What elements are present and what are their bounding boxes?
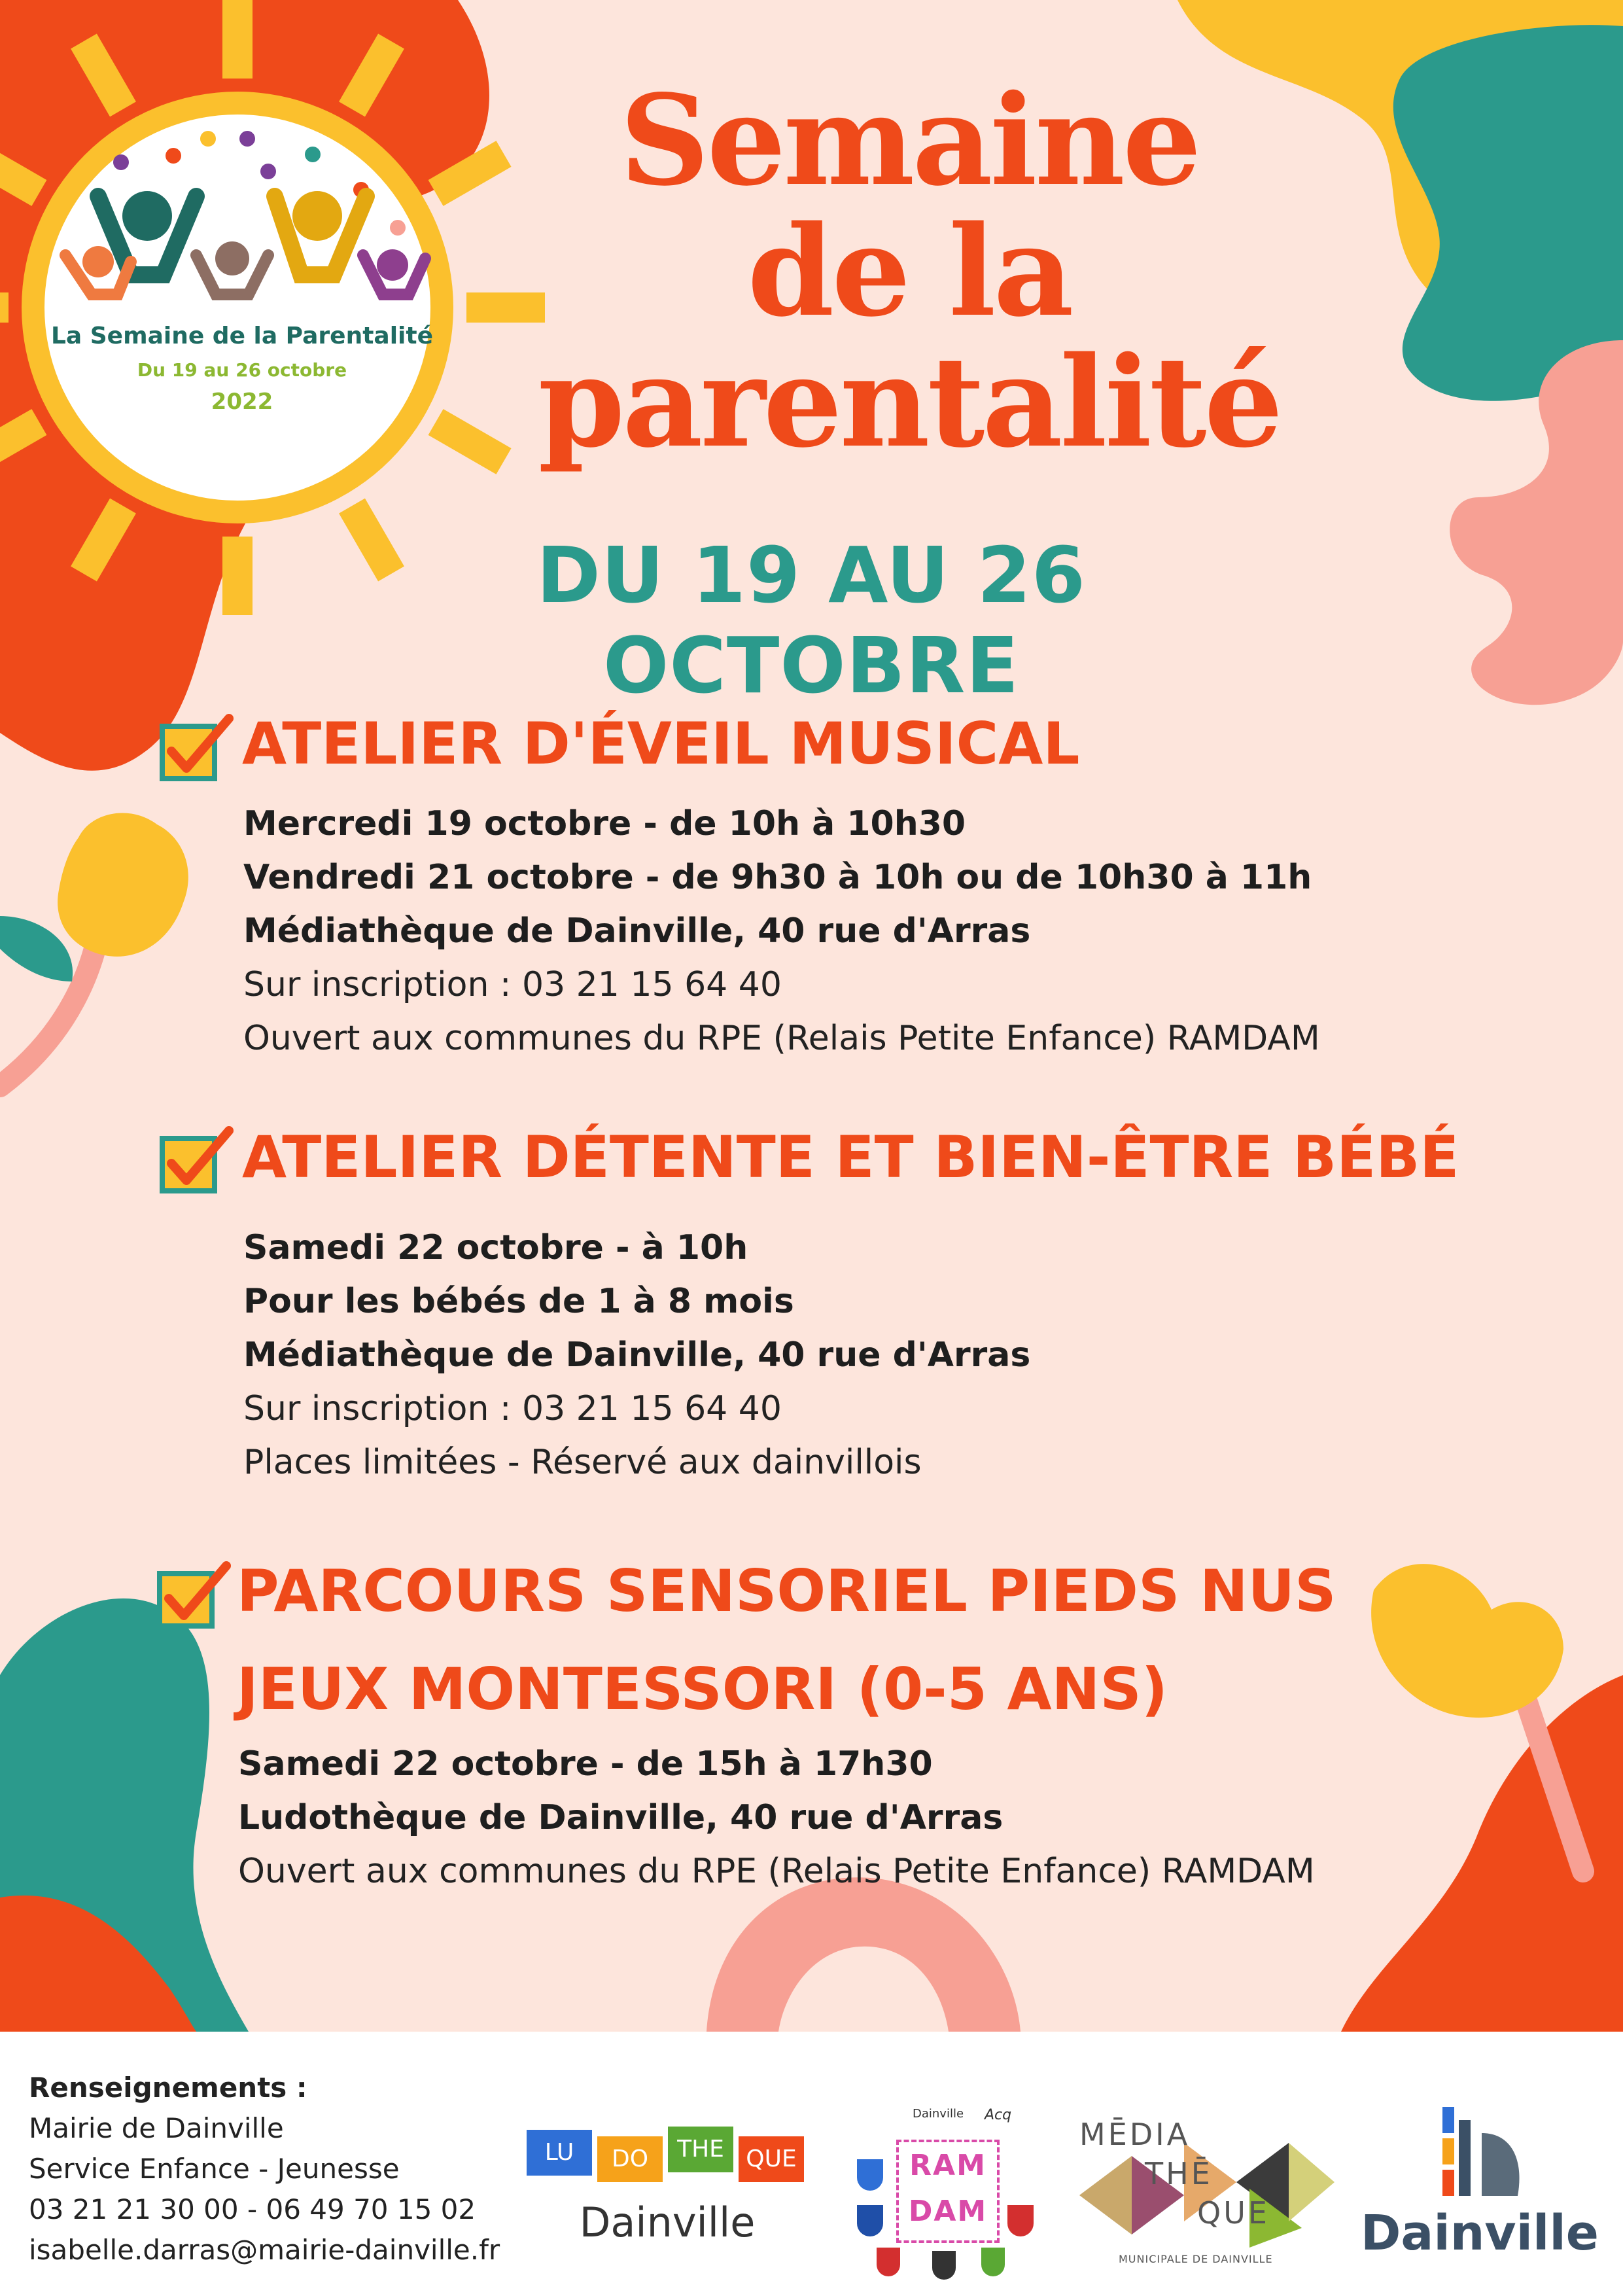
- ramdam-town: Dainville: [913, 2107, 964, 2121]
- logo-tile: LU: [527, 2130, 592, 2176]
- shield-icon: [857, 2205, 883, 2236]
- section-3-details: [238, 1737, 1315, 1898]
- badge-logo: [0, 0, 497, 497]
- ramdam-logo: [850, 2107, 1047, 2284]
- mediatheque-word-3: QUE: [1197, 2195, 1270, 2231]
- section-3-title-line-2: JEUX MONTESSORI (0-5 ANS): [237, 1655, 1168, 1723]
- title-line-1: Semaine: [620, 67, 1199, 213]
- detail-line: Sur inscription : 03 21 15 64 40: [243, 965, 782, 1004]
- shield-icon: [877, 2248, 900, 2276]
- teal-leaf-left: [0, 916, 73, 981]
- checkbox-icon: [157, 713, 236, 785]
- title-line-2: de la: [747, 198, 1072, 344]
- detail-line: Ouvert aux communes du RPE (Relais Petite Enfance) RAMDAM: [238, 1852, 1315, 1891]
- detail-line: Médiathèque de Dainville, 40 rue d'Arras: [243, 911, 1031, 951]
- dates-heading: DU 19 AU 26 OCTOBRE: [536, 530, 1086, 711]
- detail-line: Sur inscription : 03 21 15 64 40: [243, 1389, 782, 1428]
- detail-line: Médiathèque de Dainville, 40 rue d'Arras: [243, 1335, 1031, 1375]
- mediatheque-word-2: THĒ: [1145, 2156, 1213, 2191]
- dainville-name: Dainville: [1361, 2205, 1599, 2261]
- pink-arch-bottom: [707, 1877, 1021, 2032]
- badge-title: La Semaine de la Parentalité: [50, 323, 434, 349]
- dainville-emblem-icon: [1361, 2107, 1596, 2212]
- detail-line: Samedi 22 octobre - de 15h à 17h30: [238, 1744, 933, 1784]
- badge-year: 2022: [211, 389, 273, 415]
- section-1-details: [243, 797, 1320, 1065]
- ramdam-line-2: DAM: [908, 2195, 988, 2228]
- mediatheque-word-1: MĒDIA: [1079, 2117, 1191, 2152]
- detail-line: Vendredi 21 octobre - de 9h30 à 10h ou de 10h30 à 11h: [243, 858, 1312, 897]
- ludotheque-town: Dainville: [579, 2199, 756, 2246]
- logo-tile: DO: [597, 2136, 663, 2182]
- ludotheque-logo: [527, 2117, 808, 2274]
- logo-tile: THE: [668, 2127, 733, 2172]
- ramdam-frame: [896, 2140, 1000, 2243]
- shield-icon: [932, 2251, 956, 2280]
- mediatheque-subtitle: MUNICIPALE DE DAINVILLE: [1119, 2253, 1273, 2265]
- section-3-title-line-1: PARCOURS SENSORIEL PIEDS NUS: [237, 1557, 1336, 1625]
- mediatheque-logo: [1079, 2117, 1335, 2274]
- checkbox-icon: [157, 1125, 236, 1197]
- contact-heading: Renseignements :: [29, 2072, 307, 2104]
- checkbox-icon: [154, 1561, 233, 1633]
- contact-line: Service Enfance - Jeunesse: [29, 2153, 400, 2185]
- section-2-title: ATELIER DÉTENTE ET BIEN-ÊTRE BÉBÉ: [242, 1123, 1459, 1191]
- detail-line: Places limitées - Réservé aux dainvillois: [243, 1443, 922, 1482]
- shield-icon: [1007, 2205, 1034, 2236]
- contact-line: 03 21 21 30 00 - 06 49 70 15 02: [29, 2193, 476, 2225]
- detail-line: Ouvert aux communes du RPE (Relais Petite Enfance) RAMDAM: [243, 1019, 1320, 1058]
- badge-dates: Du 19 au 26 octobre: [137, 359, 347, 381]
- detail-line: Pour les bébés de 1 à 8 mois: [243, 1282, 794, 1321]
- shield-icon: [981, 2248, 1005, 2276]
- family-figures-icon: [65, 191, 425, 294]
- logo-tile: QUE: [739, 2136, 804, 2182]
- shield-icon: [857, 2159, 883, 2191]
- contact-email[interactable]: isabelle.darras@mairie-dainville.fr: [29, 2234, 500, 2266]
- footer: [0, 2032, 1623, 2296]
- dainville-logo: [1361, 2107, 1599, 2284]
- title-line-3: parentalité: [538, 329, 1281, 475]
- ramdam-tag: Acq: [985, 2107, 1012, 2123]
- contact-line: Mairie de Dainville: [29, 2112, 284, 2144]
- detail-line: Mercredi 19 octobre - de 10h à 10h30: [243, 804, 966, 843]
- detail-line: Samedi 22 octobre - à 10h: [243, 1228, 748, 1267]
- yellow-flower-left: [58, 813, 188, 957]
- section-2-details: [243, 1221, 1030, 1489]
- detail-line: Ludothèque de Dainville, 40 rue d'Arras: [238, 1798, 1003, 1837]
- ramdam-line-1: RAM: [909, 2149, 986, 2182]
- yellow-tulip-right: [1371, 1564, 1563, 1718]
- section-1-title: ATELIER D'ÉVEIL MUSICAL: [242, 710, 1080, 777]
- contact-block: [29, 2068, 500, 2270]
